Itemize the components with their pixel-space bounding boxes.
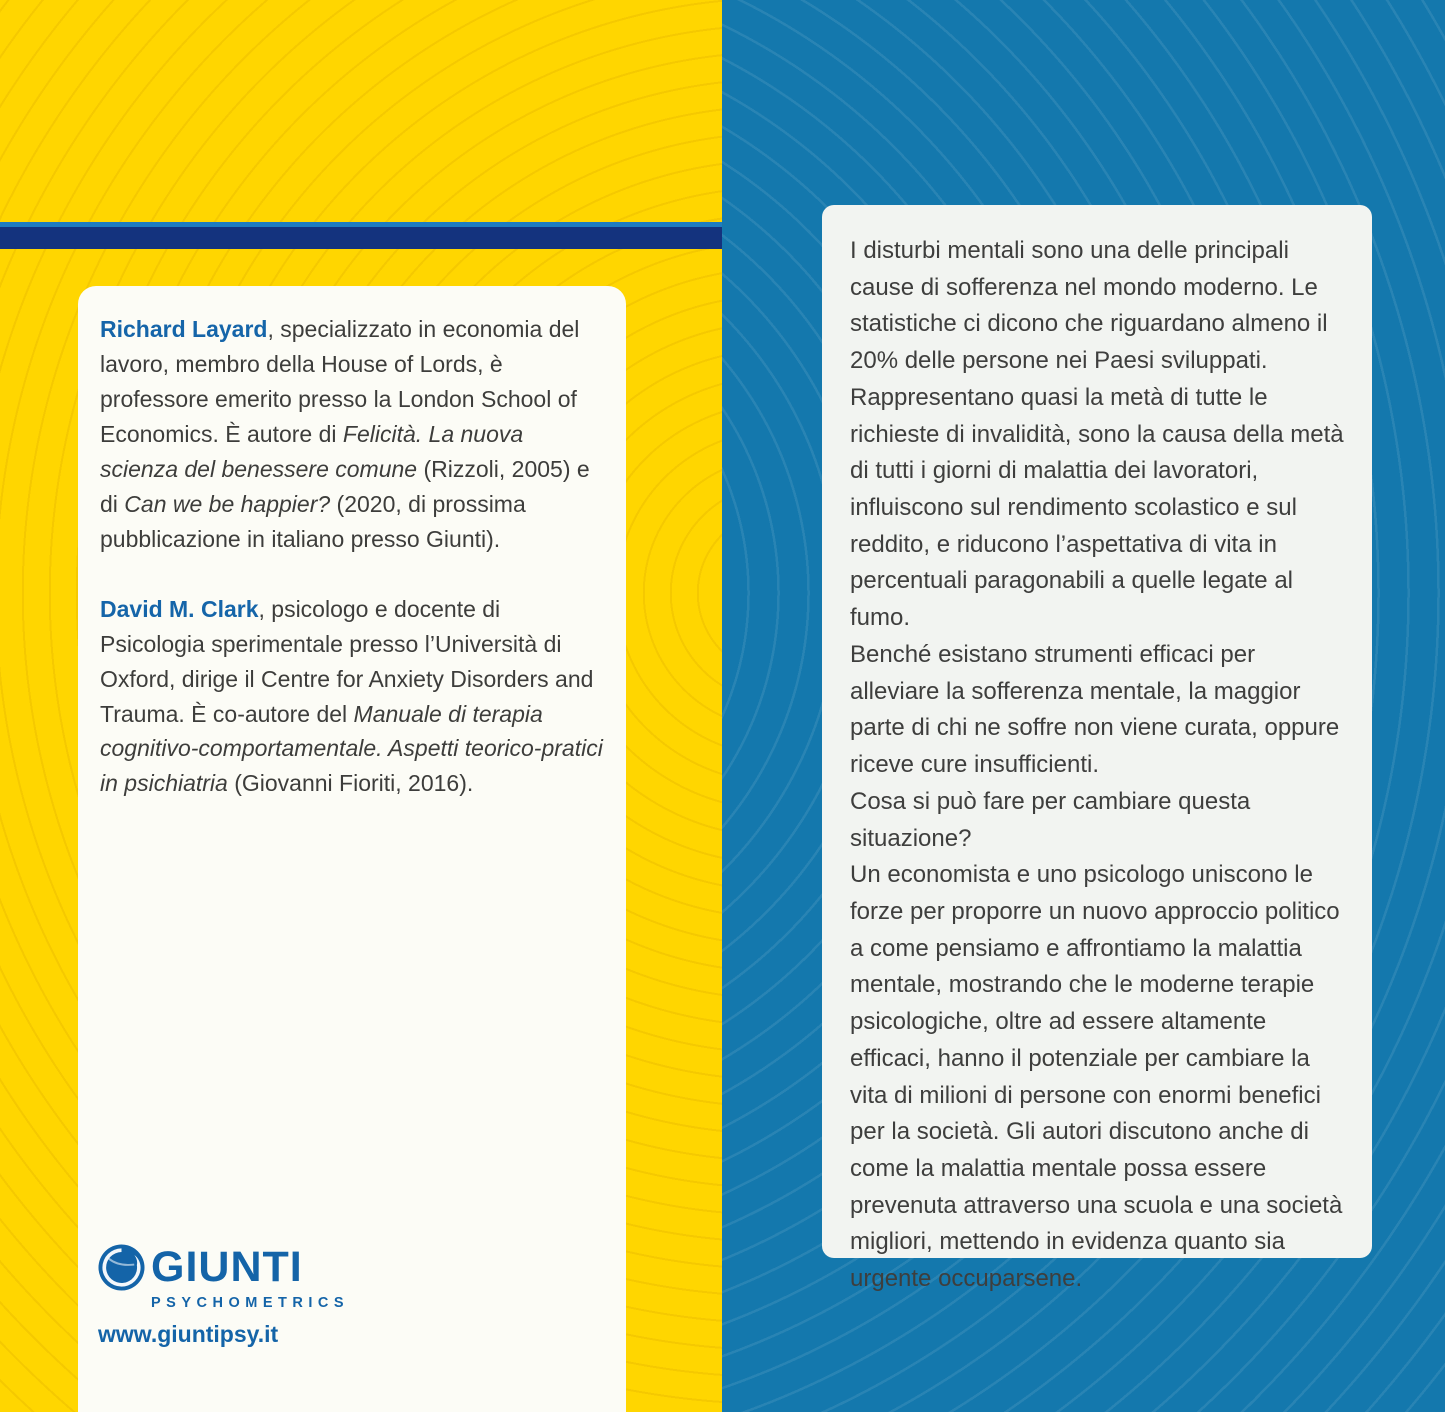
brand-subtitle: PSYCHOMETRICS [151,1295,349,1311]
author-name-1: Richard Layard [100,316,268,342]
description-paragraph: Un economista e uno psicologo uniscono le forze per proporre un nuovo approccio politico a come pensiamo e affrontiamo la malattia mentale, mostrando che le moderne terapie psicologiche, oltre ad essere altamente efficaci, hanno il potenziale per cambiare la vita di milioni di persone con enormi benefici per la società. Gli autori discutono anche di come la malattia mentale possa essere prevenuta attraverso una scuola e una società migliori, mettendo in evidenza quanto sia urgente occuparsene. [850,861,1343,1293]
description-paragraph: I disturbi mentali sono una delle principali cause di sofferenza nel mondo moderno. Le statistiche ci dicono che riguardano almeno il 20% delle persone nei Paesi sviluppati. Rappresentano quasi la metà di tutte le richieste di invalidità, sono la causa della metà di tutti i giorni di malattia dei lavoratori, influiscono sul rendimento scolastico e sul reddito, e riducono l’aspettativa di vita in percentuali paragonabili a quelle legate al fumo. [850,237,1344,632]
bio-text: (Rizzoli, 2005) e di [100,455,590,517]
author-bio-2 [100,592,604,802]
bio-text: (Giovanni Fioriti, 2016). [227,770,474,797]
left-flap [0,0,722,1412]
author-name-2: David M. Clark [100,595,259,622]
giunti-logomark-icon [98,1244,145,1291]
description-paragraph: Cosa si può fare per cambiare questa situazione? [850,787,1251,852]
right-flap [722,0,1445,1412]
bio-text: (2020, di prossima pubblicazione in italiano presso Giunti). [100,490,526,552]
bio-text: , psicologo e docente di Psicologia sperimentale presso l’Università di Oxford, dirige il Centre for Anxiety Disorders and Trauma. È co-autore del [100,595,594,727]
brand-name: GIUNTI [151,1243,303,1291]
publisher-logo [98,1244,398,1348]
book-title-italic: Manuale di terapia cognitivo-comportamentale. Aspetti teorico-pratici in psichiatria [100,700,603,797]
author-bio-1 [100,312,604,557]
website-url: www.giuntipsy.it [98,1321,279,1347]
description-paragraph: Benché esistano strumenti efficaci per alleviare la sofferenza mentale, la maggior parte di chi ne soffre non viene curata, oppure riceve cure insufficienti. [850,640,1340,779]
book-title-italic: Can we be happier? [124,490,331,517]
bio-text: , specializzato in economia del lavoro, membro della House of Lords, è professore emerito presso la London School of Economics. È autore di [100,316,580,447]
description-panel [822,205,1372,1293]
author-bio-panel [78,286,626,1412]
accent-stripe [0,222,722,249]
book-title-italic: Felicità. La nuova scienza del benessere comune [100,420,524,482]
